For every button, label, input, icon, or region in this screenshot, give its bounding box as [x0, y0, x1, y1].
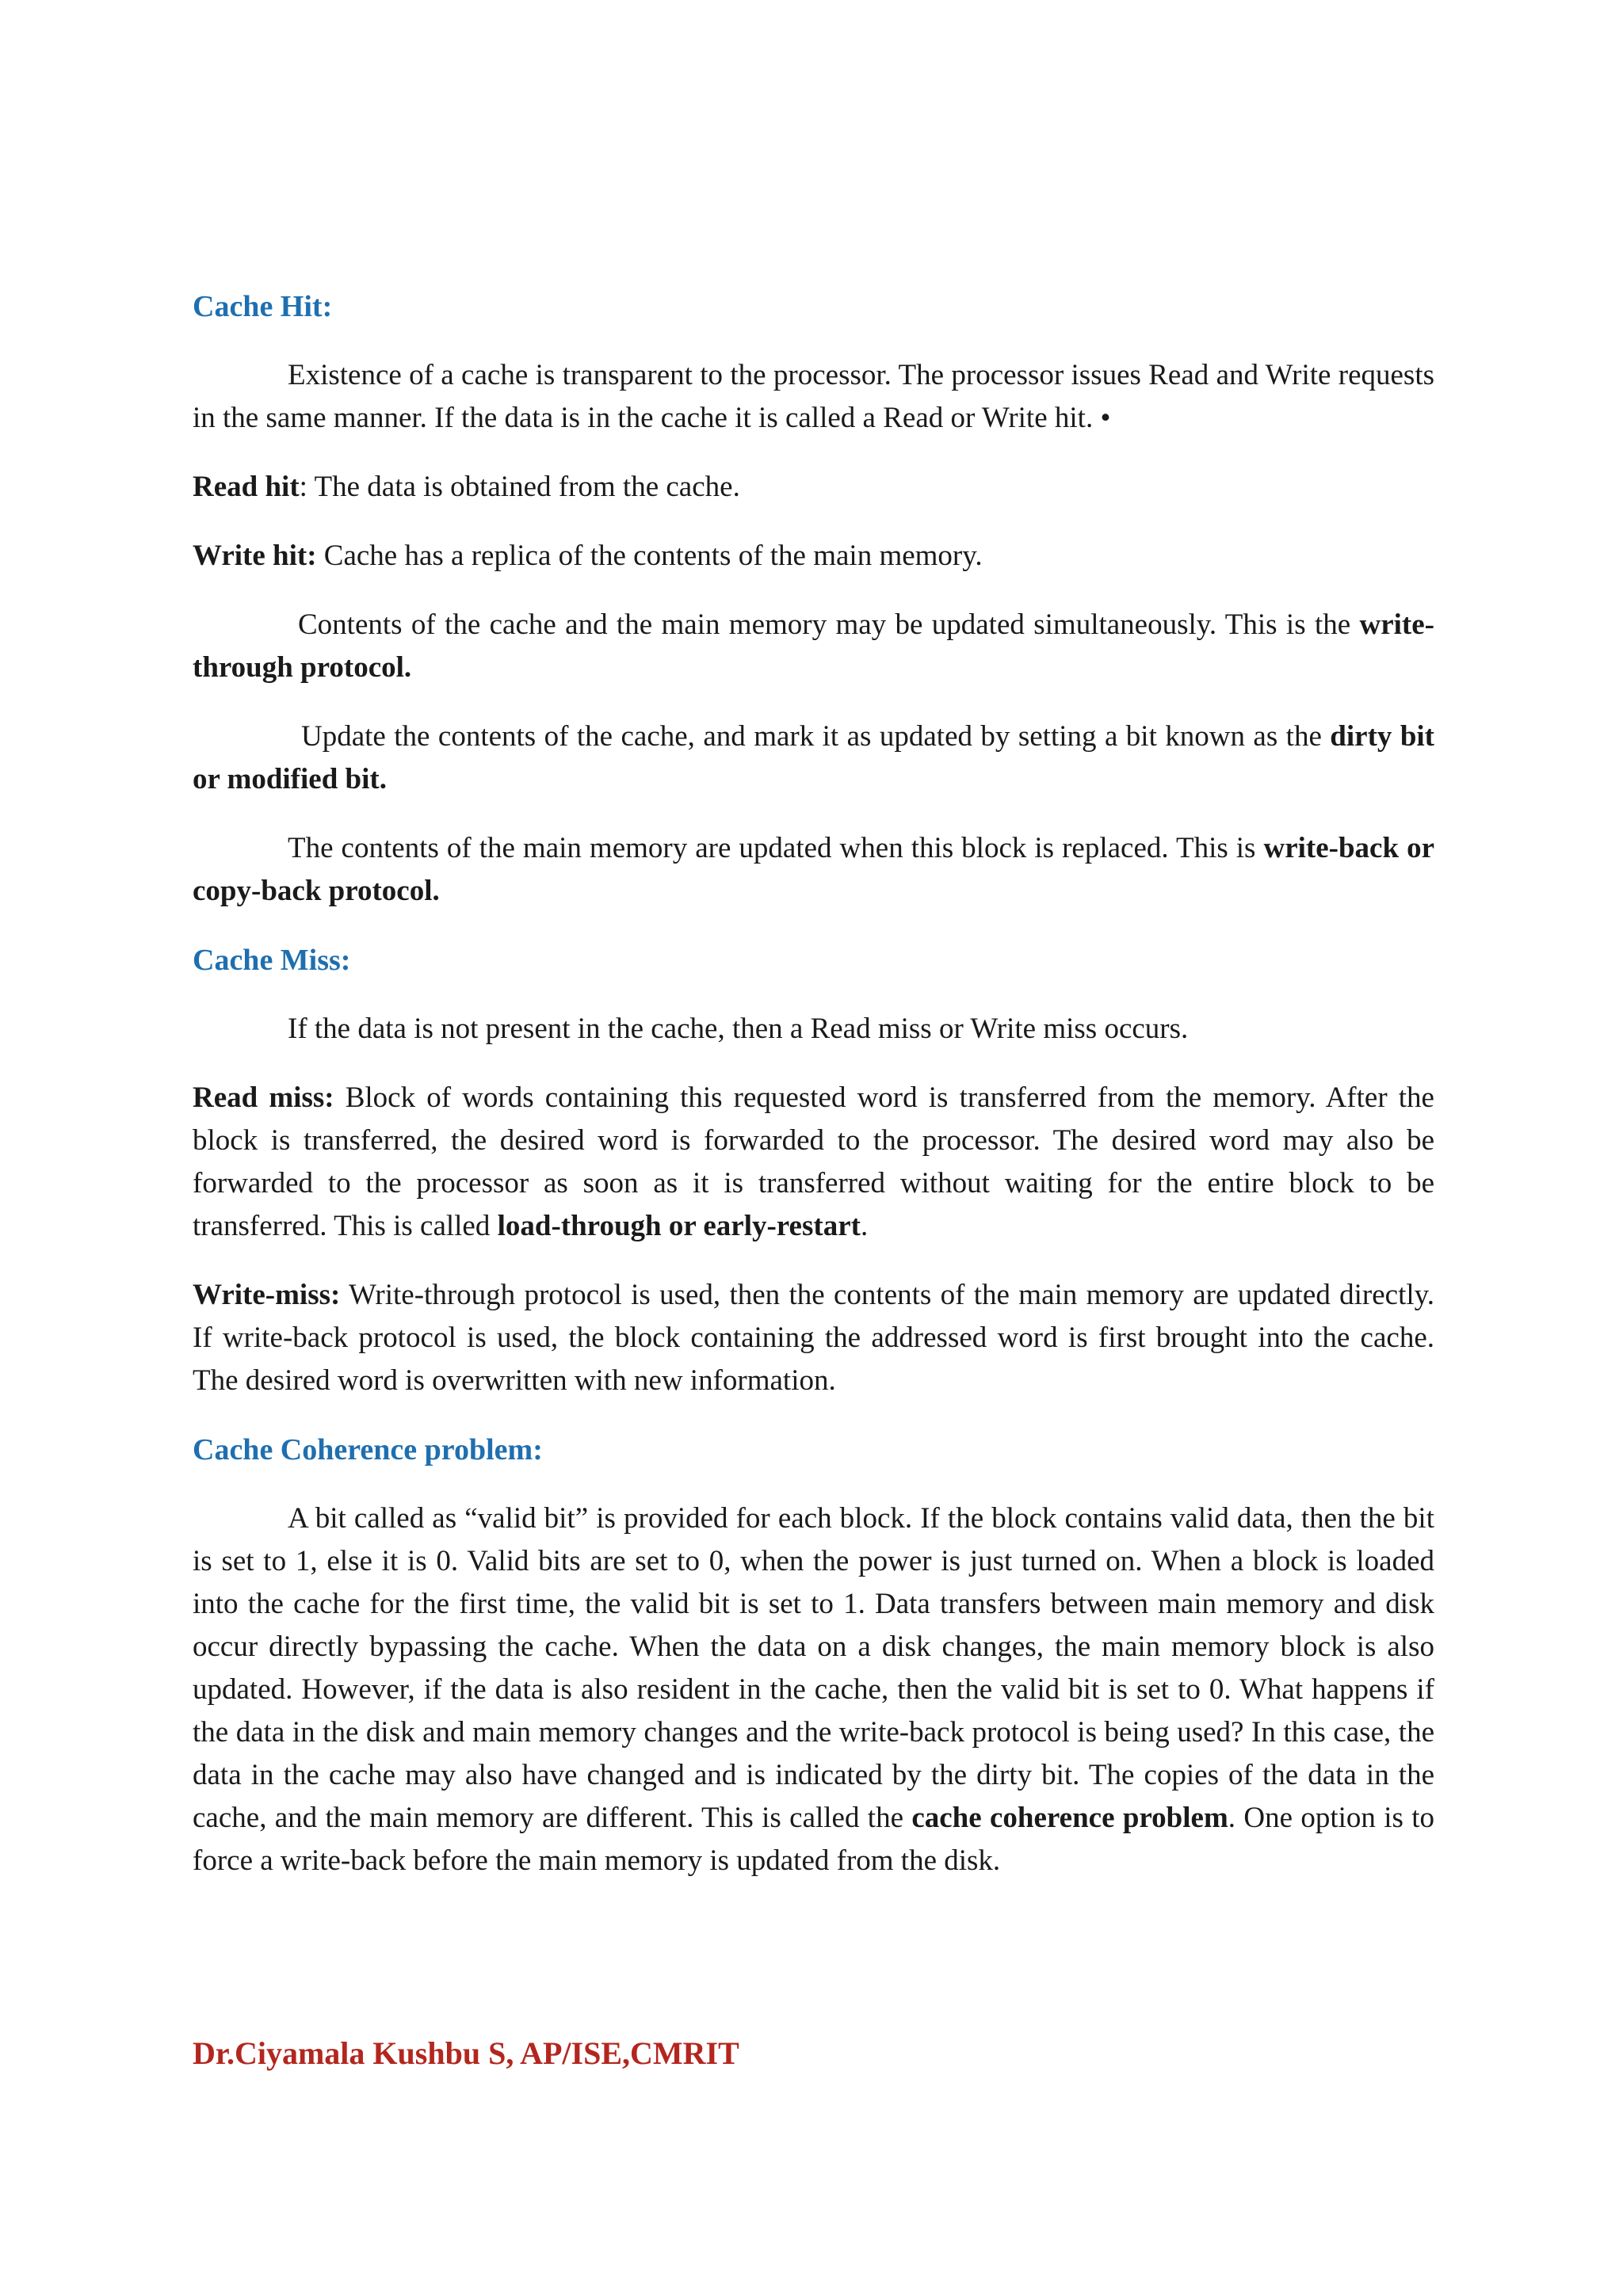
term-read-hit: Read hit — [193, 471, 300, 503]
term-write-hit: Write hit: — [193, 540, 317, 572]
term-read-miss: Read miss: — [193, 1081, 334, 1114]
footer-author: Dr.Ciyamala Kushbu S, AP/ISE,CMRIT — [193, 2035, 739, 2071]
write-through-text: Contents of the cache and the main memory may be updated simultaneously. This is the — [298, 608, 1360, 641]
document-body — [193, 285, 1434, 1909]
term-write-miss: Write-miss: — [193, 1279, 341, 1311]
paragraph-cache-miss-intro: If the data is not present in the cache, then a Read miss or Write miss occurs. — [288, 1013, 1189, 1045]
coherence-text-a: A bit called as “valid bit” is provided for each block. If the block contains valid data, then the bit is set to 1, else it is 0. Valid bits are set to 0, when the power is just turned on. When a block is loaded into the cache for the first time, the valid bit is set to 1. Data transfers between main memory and disk occur directly bypassing the cache. When the data on a disk changes, the main memory block is also updated. However, if the data is also resident in the cache, then the valid bit is set to 0. What happens if the data in the disk and main memory changes and the write-back protocol is being used? In this case, the data in the cache may also have changed and is indicated by the dirty bit. The copies of the data in the cache, and the main memory are different. This is called the — [193, 1502, 1434, 1834]
paragraph-write-miss — [193, 1274, 1434, 1402]
heading-cache-miss: Cache Miss: — [193, 944, 351, 977]
read-hit-text: : The data is obtained from the cache. — [299, 471, 740, 503]
write-hit-text: Cache has a replica of the contents of the main memory. — [316, 540, 983, 572]
read-miss-end: . — [860, 1210, 869, 1242]
paragraph-cache-hit-intro: Existence of a cache is transparent to the processor. The processor issues Read and Write requests in the same manner. If the data is in the cache it is called a Read or Write hit. • — [193, 359, 1434, 434]
paragraph-write-back — [193, 827, 1434, 913]
paragraph-read-miss — [193, 1077, 1434, 1248]
paragraph-cache-coherence — [193, 1497, 1434, 1882]
paragraph-write-hit — [193, 535, 1434, 578]
paragraph-dirty-bit — [193, 715, 1434, 801]
dirty-bit-text: Update the contents of the cache, and mark it as updated by setting a bit known as the — [301, 720, 1331, 753]
paragraph-write-through — [193, 604, 1434, 689]
write-miss-text: Write-through protocol is used, then the contents of the main memory are updated directly. If write-back protocol is used, the block containing the addressed word is first brought into the cache. The desired word is overwritten with new information. — [193, 1279, 1434, 1397]
paragraph-read-hit — [193, 466, 1434, 509]
term-write-back: write-back or copy-back protocol. — [193, 832, 1434, 907]
write-back-text: The contents of the main memory are updated when this block is replaced. This is — [288, 832, 1264, 864]
term-cache-coherence: cache coherence problem — [911, 1802, 1228, 1834]
term-dirty-bit: dirty bit or modified bit. — [193, 720, 1435, 795]
term-load-through: load-through or early-restart — [497, 1210, 861, 1242]
read-miss-text: Block of words containing this requested word is transferred from the memory. After the block is transferred, the desired word is forwarded to the processor. The desired word may also be forwarded to the processor as soon as it is transferred without waiting for the entire block to be transferred. This is called — [193, 1081, 1434, 1242]
heading-cache-hit: Cache Hit: — [193, 290, 333, 323]
heading-cache-coherence: Cache Coherence problem: — [193, 1433, 543, 1466]
term-write-through: write-through protocol. — [193, 608, 1434, 684]
coherence-text-b: . One option is to force a write-back before the main memory is updated from the disk. — [193, 1802, 1434, 1877]
